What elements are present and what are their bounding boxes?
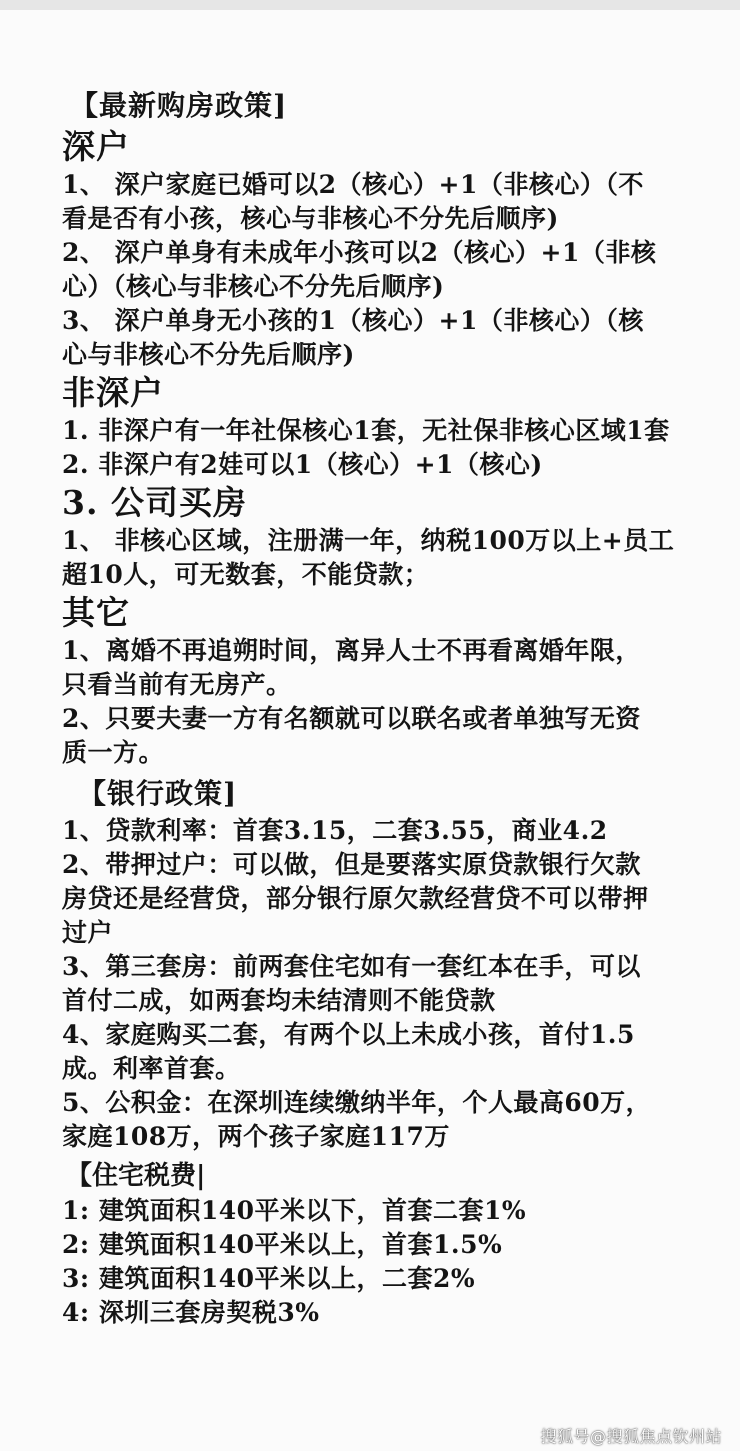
text-line: 只看当前有无房产。 — [62, 670, 292, 699]
list-item — [62, 1018, 712, 1086]
list-item — [62, 414, 712, 448]
section-heading: 其它 — [62, 593, 130, 632]
list-item — [62, 1296, 712, 1330]
list-item — [62, 848, 712, 950]
text-line: 5、公积金：在深圳连续缴纳半年，个人最高60万， — [62, 1088, 652, 1117]
text-line: 1: 建筑面积140平米以下，首套二套1% — [62, 1196, 527, 1225]
section-heading: 3. 公司买房 — [62, 483, 247, 522]
policy-text — [62, 86, 712, 1330]
list-item — [62, 1086, 712, 1154]
text-line: 1、离婚不再追朔时间，离异人士不再看离婚年限， — [62, 636, 641, 665]
text-line: 质一方。 — [62, 738, 165, 767]
text-line: 超10人，可无数套，不能贷款； — [62, 560, 430, 589]
section-heading: 非深户 — [62, 373, 164, 412]
top-edge — [0, 0, 740, 10]
text-line: 2. 非深户有2娃可以1（核心）+1（核心) — [62, 450, 543, 479]
list-item — [62, 634, 712, 702]
text-line: 2、 深户单身有未成年小孩可以2（核心）+1（非核 — [62, 238, 657, 267]
list-item — [62, 236, 712, 304]
text-line: 1、 深户家庭已婚可以2（核心）+1（非核心）（不 — [62, 170, 644, 199]
text-line: 心与非核心不分先后顺序) — [62, 340, 355, 369]
list-item — [62, 1228, 712, 1262]
section-heading: 深户 — [62, 127, 130, 166]
policy-heading: 【银行政策] — [78, 777, 238, 810]
text-line: 4: 深圳三套房契税3% — [62, 1298, 320, 1327]
text-line: 4、家庭购买二套，有两个以上未成小孩，首付1.5 — [62, 1020, 635, 1049]
text-line: 成。利率首套。 — [62, 1054, 241, 1083]
list-item — [62, 304, 712, 372]
text-line: 过户 — [62, 918, 114, 947]
text-line: 看是否有小孩，核心与非核心不分先后顺序) — [62, 204, 559, 233]
text-line: 1、 非核心区域，注册满一年，纳税100万以上+员工 — [62, 526, 675, 555]
policy-heading: 【最新购房政策] — [70, 89, 288, 122]
text-line: 1、贷款利率：首套3.15，二套3.55，商业4.2 — [62, 816, 608, 845]
list-item — [62, 702, 712, 770]
text-line: 3、 深户单身无小孩的1（核心）+1（非核心）（核 — [62, 306, 644, 335]
text-line: 心）（核心与非核心不分先后顺序) — [62, 272, 445, 301]
text-line: 2、只要夫妻一方有名额就可以联名或者单独写无资 — [62, 704, 641, 733]
watermark: 搜狐号@搜狐焦点钦州站 — [540, 1427, 722, 1446]
list-item — [62, 524, 712, 592]
list-item — [62, 168, 712, 236]
text-line: 首付二成，如两套均未结清则不能贷款 — [62, 986, 496, 1015]
list-item — [62, 1262, 712, 1296]
list-item — [62, 1194, 712, 1228]
text-line: 2、带押过户：可以做，但是要落实原贷款银行欠款 — [62, 850, 641, 879]
text-line: 房贷还是经营贷，部分银行原欠款经营贷不可以带押 — [62, 884, 649, 913]
list-item — [62, 814, 712, 848]
text-line: 家庭108万，两个孩子家庭117万 — [62, 1122, 450, 1151]
list-item — [62, 448, 712, 482]
policy-heading: 【住宅税费| — [66, 1161, 206, 1191]
text-line: 3: 建筑面积140平米以上，二套2% — [62, 1264, 476, 1293]
text-line: 1. 非深户有一年社保核心1套，无社保非核心区域1套 — [62, 416, 670, 445]
text-line: 2: 建筑面积140平米以上，首套1.5% — [62, 1230, 503, 1259]
text-line: 3、第三套房：前两套住宅如有一套红本在手，可以 — [62, 952, 641, 981]
list-item — [62, 950, 712, 1018]
